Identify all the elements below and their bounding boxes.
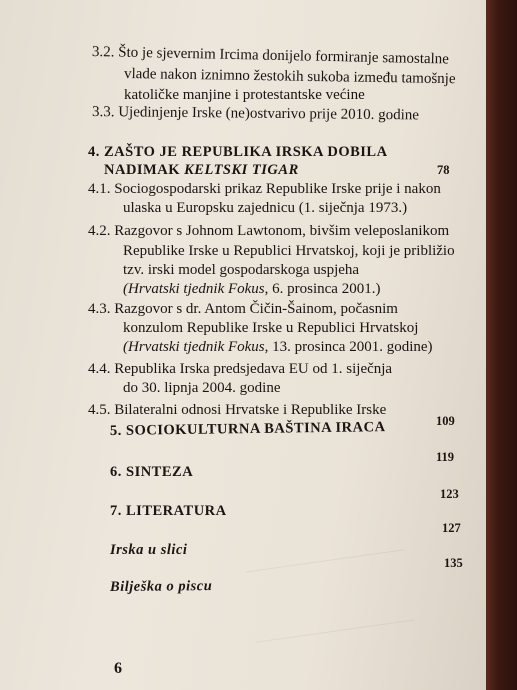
- entry-text: Razgovor s Johnom Lawtonom, bivšim veleposlanikom: [114, 223, 450, 239]
- toc-entry-4-2: [88, 223, 449, 240]
- chapter-7-page: 123: [440, 487, 459, 501]
- entry-number: 4.3.: [88, 301, 111, 317]
- entry-text: Što je sjevernim Ircima donijelo formiranje samostalne: [118, 44, 450, 68]
- toc-entry-4-3-line2: konzulom Republike Irske u Republici Hrvatskoj: [123, 320, 419, 336]
- biljeska-o-piscu-page: 135: [444, 556, 463, 570]
- source-title: (Hrvatski tjednik Fokus: [123, 339, 265, 355]
- toc-entry-4-2-line4: (Hrvatski tjednik Fokus, 6. prosinca 2001.): [123, 281, 381, 297]
- chapter-4-title-line2: NADIMAK KELTSKI TIGAR: [104, 162, 299, 178]
- entry-text: Republika Irska predsjedava EU od 1. siječnja: [114, 361, 393, 377]
- toc-entry-4-4-line2: do 30. lipnja 2004. godine: [123, 380, 281, 396]
- page-number: 6: [114, 660, 122, 677]
- toc-entry-4-2-line2: Republike Irske u Republici Hrvatskoj, koji je približio: [123, 243, 455, 259]
- chapter-4-title: 4. ZAŠTO JE REPUBLIKA IRSKA DOBILA: [88, 144, 388, 160]
- entry-text: Sociogospodarski prikaz Republike Irske prije i nakon: [114, 181, 441, 197]
- bleed-through-text: [246, 549, 414, 643]
- book-cover-edge: [486, 0, 517, 690]
- chapter-4-page: 78: [437, 163, 450, 177]
- chapter-6-page: 119: [436, 450, 455, 464]
- chapter-5-page: 109: [436, 414, 455, 428]
- entry-text: Razgovor s dr. Antom Čičin-Šainom, počasnim: [114, 301, 398, 317]
- toc-entry-4-1: [88, 181, 441, 198]
- entry-number: 4.5.: [88, 402, 111, 418]
- entry-text: Ujedinjenje Irske (ne)ostvarivo prije 2010. godine: [118, 104, 420, 124]
- chapter-6-title: 6. SINTEZA: [110, 464, 194, 480]
- entry-text: Bilateralni odnosi Hrvatske i Republike Irske: [114, 402, 387, 418]
- toc-entry-4-5: [88, 402, 386, 419]
- chapter-7-title: 7. LITERATURA: [110, 503, 227, 519]
- irska-u-slici-page: 127: [442, 521, 461, 535]
- entry-number: 4.4.: [88, 361, 111, 377]
- source-title: (Hrvatski tjednik Fokus: [123, 281, 265, 297]
- toc-entry-3-2-line2: vlade nakon iznimno žestokih sukoba između tamošnje: [123, 66, 456, 88]
- toc-entry-4-2-line3: tzv. irski model gospodarskoga uspjeha: [123, 262, 360, 278]
- chapter-4-nickname: KELTSKI TIGAR: [184, 162, 299, 178]
- toc-entry-4-3: [88, 301, 398, 318]
- entry-number: 3.3.: [91, 104, 115, 121]
- chapter-5-title: 5. SOCIOKULTURNA BAŠTINA IRACA: [109, 419, 386, 439]
- toc-entry-3-3: [92, 104, 419, 124]
- entry-number: 4.1.: [88, 181, 111, 197]
- entry-number: 3.2.: [91, 44, 115, 61]
- toc-entry-3-2: [92, 44, 449, 68]
- irska-u-slici-title: Irska u slici: [110, 542, 188, 558]
- toc-entry-3-2-line3: katoličke manjine i protestantske većine: [124, 87, 365, 103]
- toc-entry-4-3-line3: (Hrvatski tjednik Fokus, 13. prosinca 2001. godine): [123, 339, 433, 355]
- toc-entry-4-1-line2: ulaska u Europsku zajednicu (1. siječnja 1973.): [123, 200, 408, 216]
- toc-entry-4-4: [88, 361, 392, 378]
- biljeska-o-piscu-title: Bilješka o piscu: [109, 578, 213, 595]
- entry-number: 4.2.: [88, 223, 111, 239]
